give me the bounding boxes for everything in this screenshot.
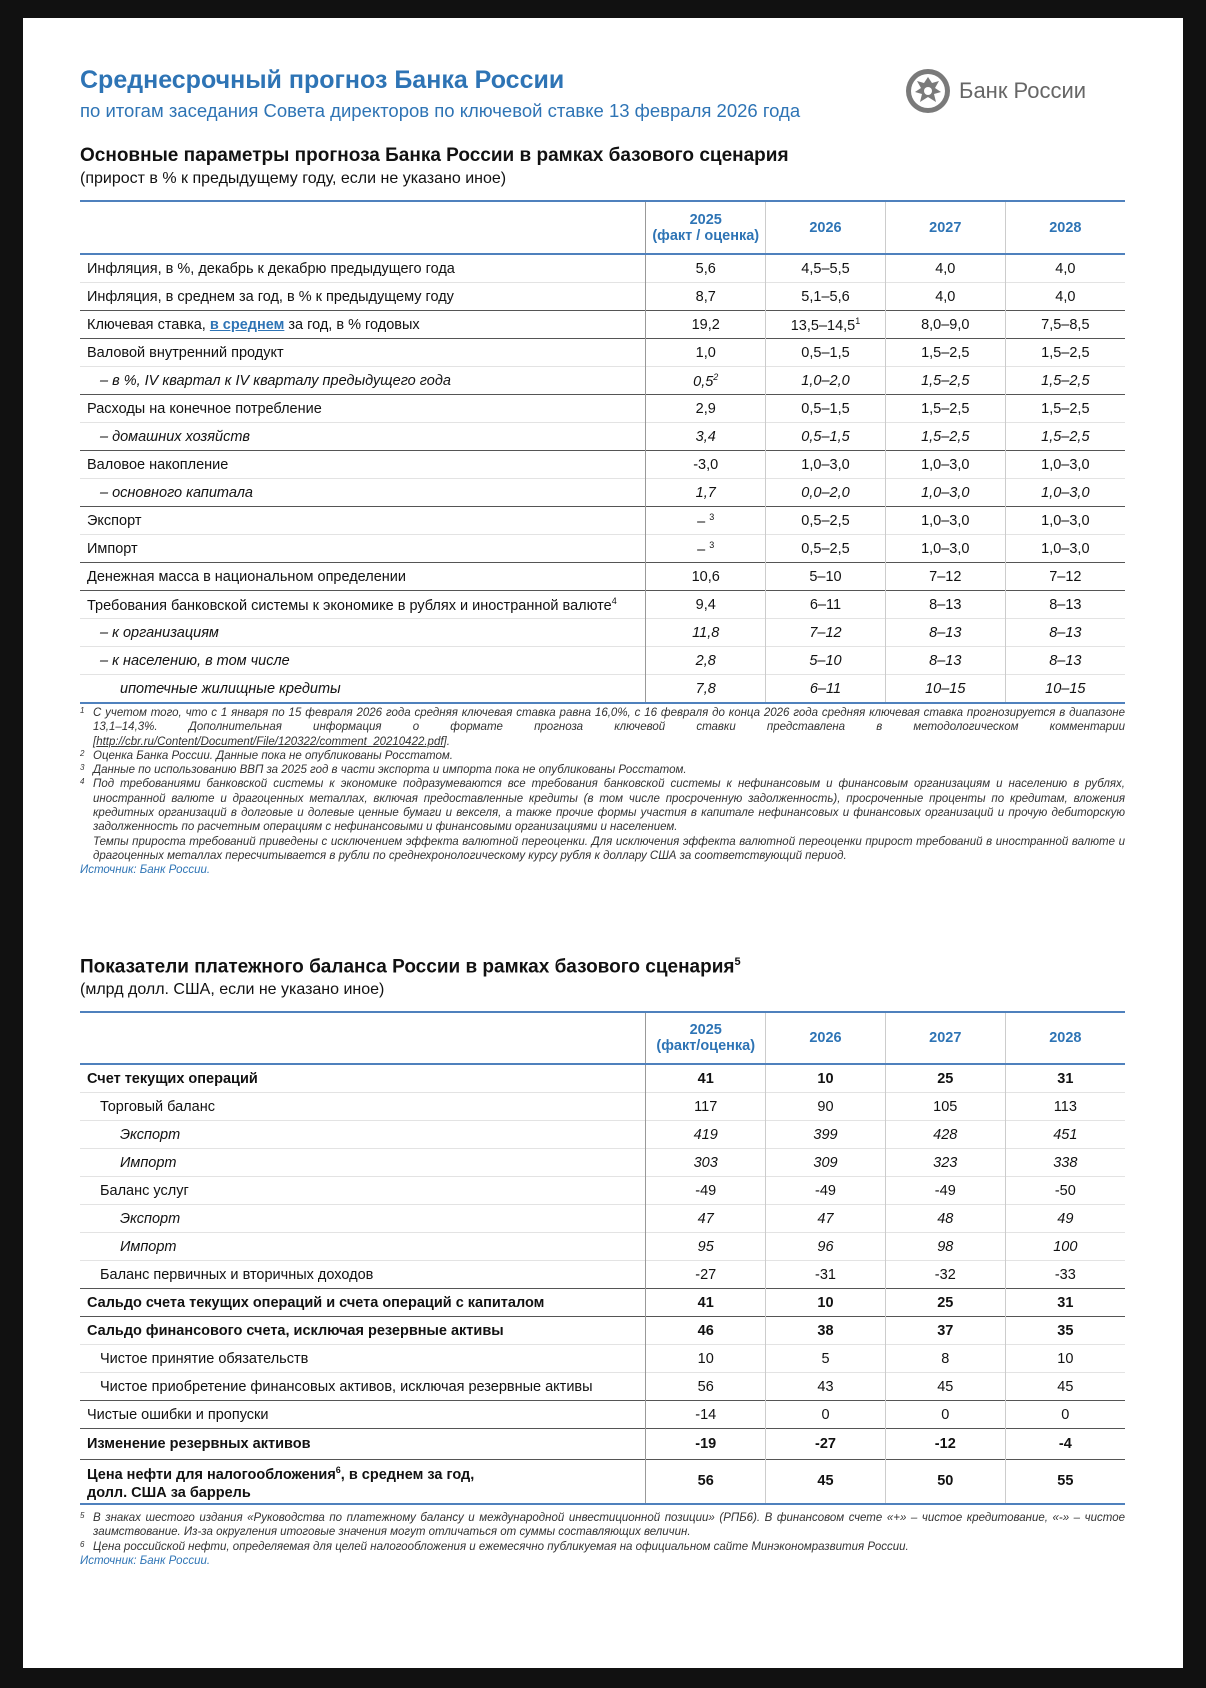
table-cell-value: 1,0–3,0 xyxy=(1005,507,1125,535)
table-cell-value: 1,5–2,5 xyxy=(1005,395,1125,423)
forecast-table xyxy=(80,200,1125,704)
table-cell-value: -3,0 xyxy=(646,451,766,479)
table-cell-value: 55 xyxy=(1005,1460,1125,1504)
col-2026: 2026 xyxy=(766,1012,886,1064)
table-row xyxy=(80,563,1125,591)
table-row xyxy=(80,1429,1125,1460)
table-cell-value: 4,0 xyxy=(1005,283,1125,311)
table-cell-value: 8–13 xyxy=(1005,619,1125,647)
row-label: – в %, IV квартал к IV кварталу предыдущего года xyxy=(80,367,646,395)
logo-text: Банк России xyxy=(959,78,1087,103)
row-label: Цена нефти для налогообложения$^6$, в среднем за год, долл. США за баррель xyxy=(80,1460,646,1504)
row-label: Денежная масса в национальном определении xyxy=(80,563,646,591)
footnote-6: 6 Цена российской нефти, определяемая для целей налогообложения и ежемесячно публикуемая на официальном сайте Минэкономразвития России. xyxy=(80,1539,909,1553)
row-label: Торговый баланс xyxy=(80,1093,646,1121)
table-row xyxy=(80,283,1125,311)
table-row xyxy=(80,479,1125,507)
table-cell-value: 45 xyxy=(766,1460,886,1504)
table-row xyxy=(80,507,1125,535)
table1-source: Источник: Банк России. xyxy=(80,864,211,877)
table-cell-value: 0 xyxy=(1005,1401,1125,1429)
page-title: Среднесрочный прогноз Банка России xyxy=(80,66,565,94)
table-cell-value: 41 xyxy=(646,1064,766,1093)
table-cell-value: 47 xyxy=(646,1205,766,1233)
document-page xyxy=(23,18,1183,1668)
table2-source: Источник: Банк России. xyxy=(80,1554,211,1567)
table-cell-value: -33 xyxy=(1005,1261,1125,1289)
table-row xyxy=(80,1149,1125,1177)
row-label: – к населению, в том числе xyxy=(80,647,646,675)
table-row xyxy=(80,1289,1125,1317)
table-cell-value: 5,1–5,6 xyxy=(766,283,886,311)
table-row xyxy=(80,1317,1125,1345)
table-cell-value: 7–12 xyxy=(1005,563,1125,591)
table-row xyxy=(80,591,1125,619)
table-cell-value: 8,7 xyxy=(646,283,766,311)
table-cell-value: 45 xyxy=(1005,1373,1125,1401)
table-cell-value: 25 xyxy=(885,1064,1005,1093)
table-cell-value: 6–11 xyxy=(766,675,886,704)
table-cell-value: 31 xyxy=(1005,1289,1125,1317)
table-cell-value: 8–13 xyxy=(885,619,1005,647)
table-cell-value: 4,0 xyxy=(1005,254,1125,283)
table-cell-value: 0,5–1,5 xyxy=(766,339,886,367)
table-cell-value: 8–13 xyxy=(885,647,1005,675)
table-cell-value: 0,5–1,5 xyxy=(766,395,886,423)
table2-footnotes xyxy=(80,1511,1125,1568)
table-cell-value: 9,4 xyxy=(646,591,766,619)
table-cell-value: 4,0 xyxy=(885,254,1005,283)
table-cell-value: 13,5–14,5$^1$ xyxy=(766,311,886,339)
table-cell-value: 98 xyxy=(885,1233,1005,1261)
col-2026: 2026 xyxy=(766,201,886,254)
bank-of-russia-eagle-logo-icon xyxy=(905,68,951,114)
table-row xyxy=(80,339,1125,367)
table-cell-value: 3,4 xyxy=(646,423,766,451)
row-label: Ключевая ставка, в среднем за год, в % годовых xyxy=(80,311,646,339)
row-label: Валовое накопление xyxy=(80,451,646,479)
table-cell-value: 2,8 xyxy=(646,647,766,675)
table-cell-value: -19 xyxy=(646,1429,766,1460)
row-label: Расходы на конечное потребление xyxy=(80,395,646,423)
col-2025: 2025 (факт/оценка) xyxy=(646,1012,766,1064)
table-cell-value: 1,5–2,5 xyxy=(885,395,1005,423)
row-label: Экспорт xyxy=(80,1121,646,1149)
row-label: Чистые ошибки и пропуски xyxy=(80,1401,646,1429)
row-label: Импорт xyxy=(80,1149,646,1177)
table-cell-value: 4,5–5,5 xyxy=(766,254,886,283)
table-cell-value: 56 xyxy=(646,1460,766,1504)
table-cell-value: 7–12 xyxy=(885,563,1005,591)
table-cell-value: – $^3$ xyxy=(646,507,766,535)
table-cell-value: 1,7 xyxy=(646,479,766,507)
table-cell-value: 10–15 xyxy=(885,675,1005,704)
table-cell-value: 8–13 xyxy=(1005,591,1125,619)
col-2028: 2028 xyxy=(1005,1012,1125,1064)
table-cell-value: -49 xyxy=(766,1177,886,1205)
table1-footnotes xyxy=(80,706,1125,878)
table-cell-value: 10 xyxy=(766,1064,886,1093)
table-cell-value: 323 xyxy=(885,1149,1005,1177)
table-cell-value: 100 xyxy=(1005,1233,1125,1261)
table-cell-value: 47 xyxy=(766,1205,886,1233)
row-label: Импорт xyxy=(80,1233,646,1261)
table-cell-value: 50 xyxy=(885,1460,1005,1504)
row-label: Баланс первичных и вторичных доходов xyxy=(80,1261,646,1289)
table-cell-value: 1,0–3,0 xyxy=(1005,479,1125,507)
table-row xyxy=(80,311,1125,339)
table-row xyxy=(80,395,1125,423)
table-cell-value: 56 xyxy=(646,1373,766,1401)
table-row xyxy=(80,535,1125,563)
table-cell-value: 4,0 xyxy=(885,283,1005,311)
table-cell-value: 95 xyxy=(646,1233,766,1261)
table-row xyxy=(80,1345,1125,1373)
table-cell-value: 45 xyxy=(885,1373,1005,1401)
table-cell-value: 6–11 xyxy=(766,591,886,619)
table-cell-value: 0,0–2,0 xyxy=(766,479,886,507)
table-cell-value: 37 xyxy=(885,1317,1005,1345)
table-header-row xyxy=(80,201,1125,254)
balance-of-payments-table xyxy=(80,1011,1125,1505)
table-cell-value: 35 xyxy=(1005,1317,1125,1345)
table-row xyxy=(80,1233,1125,1261)
table-cell-value: -14 xyxy=(646,1401,766,1429)
table-row xyxy=(80,367,1125,395)
row-label: Экспорт xyxy=(80,1205,646,1233)
table-cell-value: – $^3$ xyxy=(646,535,766,563)
table-cell-value: 1,0–3,0 xyxy=(1005,535,1125,563)
table-cell-value: 1,0–3,0 xyxy=(885,507,1005,535)
table1-subtitle: (прирост в % к предыдущему году, если не указано иное) xyxy=(80,170,507,187)
table-row xyxy=(80,1373,1125,1401)
row-label: Инфляция, в %, декабрь к декабрю предыдущего года xyxy=(80,254,646,283)
table-row xyxy=(80,647,1125,675)
table-cell-value: 25 xyxy=(885,1289,1005,1317)
row-label: Инфляция, в среднем за год, в % к предыдущему году xyxy=(80,283,646,311)
table-cell-value: 399 xyxy=(766,1121,886,1149)
footnote-2: 2 Оценка Банка России. Данные пока не опубликованы Росстатом. xyxy=(80,748,453,762)
table-cell-value: 428 xyxy=(885,1121,1005,1149)
table-cell-value: 8–13 xyxy=(885,591,1005,619)
table-cell-value: 1,5–2,5 xyxy=(1005,423,1125,451)
col-2027: 2027 xyxy=(885,201,1005,254)
col-2025: 2025 (факт / оценка) xyxy=(646,201,766,254)
table-cell-value: -31 xyxy=(766,1261,886,1289)
table-cell-value: -50 xyxy=(1005,1177,1125,1205)
row-label: Импорт xyxy=(80,535,646,563)
table-cell-value: 19,2 xyxy=(646,311,766,339)
table-cell-value: 48 xyxy=(885,1205,1005,1233)
methodology-link[interactable]: http://cbr.ru/Content/Document/File/120322/comment_20210422.pdf xyxy=(96,735,444,748)
table-cell-value: 113 xyxy=(1005,1093,1125,1121)
table-cell-value: 49 xyxy=(1005,1205,1125,1233)
table-cell-value: 1,5–2,5 xyxy=(1005,339,1125,367)
table-row xyxy=(80,1401,1125,1429)
table-cell-value: 451 xyxy=(1005,1121,1125,1149)
table-cell-value: 90 xyxy=(766,1093,886,1121)
table2-title: Показатели платежного баланса России в рамках базового сценария$^5$ xyxy=(80,956,741,978)
table-cell-value: -27 xyxy=(646,1261,766,1289)
table-row xyxy=(80,254,1125,283)
row-label: ипотечные жилищные кредиты xyxy=(80,675,646,704)
table-cell-value: 0,5–1,5 xyxy=(766,423,886,451)
table-cell-value: 1,0–3,0 xyxy=(885,451,1005,479)
table-row xyxy=(80,1261,1125,1289)
table-cell-value: 117 xyxy=(646,1093,766,1121)
table-cell-value: 5,6 xyxy=(646,254,766,283)
table-cell-value: 0,5–2,5 xyxy=(766,535,886,563)
footnote-1: 1 С учетом того, что с 1 января по 15 февраля 2026 года средняя ключевая ставка равна 16,0%, с 16 февраля до конца 2026 года средняя ключевая ставка прогнозируется в диапазоне 13,1–14,3%. Дополнительная информация о формате прогноза ключевой ставки представлена в методологическом комментарии [http://cbr.ru/Content/Document/File/120322/comment_20210422.pdf]. xyxy=(80,706,1125,748)
table-row xyxy=(80,675,1125,704)
table-cell-value: 1,5–2,5 xyxy=(1005,367,1125,395)
row-label: – домашних хозяйств xyxy=(80,423,646,451)
table-cell-value: 5–10 xyxy=(766,563,886,591)
table-cell-value: 1,5–2,5 xyxy=(885,423,1005,451)
table-cell-value: 2,9 xyxy=(646,395,766,423)
table-cell-value: 11,8 xyxy=(646,619,766,647)
table-cell-value: 0 xyxy=(766,1401,886,1429)
table-cell-value: $0,5^2$ xyxy=(646,367,766,395)
table-cell-value: 10 xyxy=(646,1345,766,1373)
row-label: Сальдо финансового счета, исключая резервные активы xyxy=(80,1317,646,1345)
table-cell-value: 7,5–8,5 xyxy=(1005,311,1125,339)
table-row xyxy=(80,1064,1125,1093)
table-cell-value: 96 xyxy=(766,1233,886,1261)
table-cell-value: 1,5–2,5 xyxy=(885,339,1005,367)
table-cell-value: -49 xyxy=(646,1177,766,1205)
table-cell-value: 1,0–3,0 xyxy=(1005,451,1125,479)
table-cell-value: 10 xyxy=(766,1289,886,1317)
page-subtitle: по итогам заседания Совета директоров по ключевой ставке 13 февраля 2026 года xyxy=(80,100,801,121)
table-row xyxy=(80,1460,1125,1504)
table-cell-value: 43 xyxy=(766,1373,886,1401)
col-2027: 2027 xyxy=(885,1012,1005,1064)
footnote-5: 5 В знаках шестого издания «Руководства по платежному балансу и международной инвестиционной позиции» (РПБ6). В финансовом счете «+» – чистое кредитование, «-» – чистое заимствование. Из-за округления итоговые значения могут отличаться от суммы составляющих величин. xyxy=(80,1511,1125,1539)
table-cell-value: 309 xyxy=(766,1149,886,1177)
table-cell-value: -4 xyxy=(1005,1429,1125,1460)
key-rate-average-link[interactable]: в среднем xyxy=(209,316,285,333)
row-label: Валовой внутренний продукт xyxy=(80,339,646,367)
table-cell-value: 8,0–9,0 xyxy=(885,311,1005,339)
table-cell-value: 303 xyxy=(646,1149,766,1177)
table-row xyxy=(80,451,1125,479)
table-cell-value: 0,5–2,5 xyxy=(766,507,886,535)
table-cell-value: 5 xyxy=(766,1345,886,1373)
table-header-row xyxy=(80,1012,1125,1064)
table-row xyxy=(80,423,1125,451)
row-label: Изменение резервных активов xyxy=(80,1429,646,1460)
table-cell-value: 8–13 xyxy=(1005,647,1125,675)
table-cell-value: 1,0–2,0 xyxy=(766,367,886,395)
table-cell-value: 10,6 xyxy=(646,563,766,591)
table-cell-value: 7,8 xyxy=(646,675,766,704)
row-label: Счет текущих операций xyxy=(80,1064,646,1093)
table-cell-value: -27 xyxy=(766,1429,886,1460)
table-cell-value: 7–12 xyxy=(766,619,886,647)
row-label: Баланс услуг xyxy=(80,1177,646,1205)
table-cell-value: 1,5–2,5 xyxy=(885,367,1005,395)
table2-subtitle: (млрд долл. США, если не указано иное) xyxy=(80,981,385,998)
table-row xyxy=(80,1093,1125,1121)
table-cell-value: 5–10 xyxy=(766,647,886,675)
table-cell-value: 31 xyxy=(1057,1070,1074,1087)
table-row xyxy=(80,1205,1125,1233)
table-cell-value: 419 xyxy=(646,1121,766,1149)
table-row xyxy=(80,619,1125,647)
row-label: – основного капитала xyxy=(80,479,646,507)
table-cell-value: 1,0 xyxy=(646,339,766,367)
table-cell-value: -12 xyxy=(885,1429,1005,1460)
row-label: Сальдо счета текущих операций и счета операций с капиталом xyxy=(80,1289,646,1317)
table-cell-value: 338 xyxy=(1005,1149,1125,1177)
table-row xyxy=(80,1121,1125,1149)
table-cell-value: 1,0–3,0 xyxy=(885,479,1005,507)
row-label: Чистое принятие обязательств xyxy=(80,1345,646,1373)
table-cell-value: 10 xyxy=(1005,1345,1125,1373)
table-cell-value: -32 xyxy=(885,1261,1005,1289)
table-cell-value: 41 xyxy=(646,1289,766,1317)
table-cell-value: 46 xyxy=(646,1317,766,1345)
table-row xyxy=(80,1177,1125,1205)
table-cell-value: 1,0–3,0 xyxy=(885,535,1005,563)
footnote-3: 3 Данные по использованию ВВП за 2025 год в части экспорта и импорта пока не опубликованы Росстатом. xyxy=(80,763,687,777)
table-cell-value: 38 xyxy=(766,1317,886,1345)
bank-logo xyxy=(905,68,1086,114)
table-cell-value: 1,0–3,0 xyxy=(766,451,886,479)
row-label: – к организациям xyxy=(80,619,646,647)
table-cell-value: 10–15 xyxy=(1005,675,1125,704)
row-label: Экспорт xyxy=(80,507,646,535)
table1-title: Основные параметры прогноза Банка России в рамках базового сценария xyxy=(80,145,789,166)
table-cell-value: -49 xyxy=(885,1177,1005,1205)
table-cell-value: 8 xyxy=(885,1345,1005,1373)
row-label: Требования банковской системы к экономике в рублях и иностранной валюте$^4$ xyxy=(80,591,646,619)
footnote-4: 4 Под требованиями банковской системы к экономике подразумеваются все требования банковской системы к нефинансовым и финансовым организациям и населению в рублях, иностранной валюте и драгоценных металлах, включая предоставленные кредиты (в том числе просроченную задолженность), просроченные проценты по кредитам, вложения кредитных организаций в долговые и долевые ценные бумаги и векселя, а также прочие формы участия в капитале нефинансовых и финансовых организаций и прочую дебиторскую задолженность по расчетным операциям с нефинансовыми и финансовыми организациями и населением. Темпы прироста требований приведены с исключением эффекта валютной переоценки. Для исключения эффекта валютной переоценки прирост требований в иностранной валюте и драгоценных металлах пересчитывается в рубли по среднехронологическому курсу рубля к доллару США за соответствующий период. xyxy=(80,777,1125,862)
row-label: Чистое приобретение финансовых активов, исключая резервные активы xyxy=(80,1373,646,1401)
table-cell-value: 0 xyxy=(885,1401,1005,1429)
table-cell-value: 105 xyxy=(885,1093,1005,1121)
col-2028: 2028 xyxy=(1005,201,1125,254)
